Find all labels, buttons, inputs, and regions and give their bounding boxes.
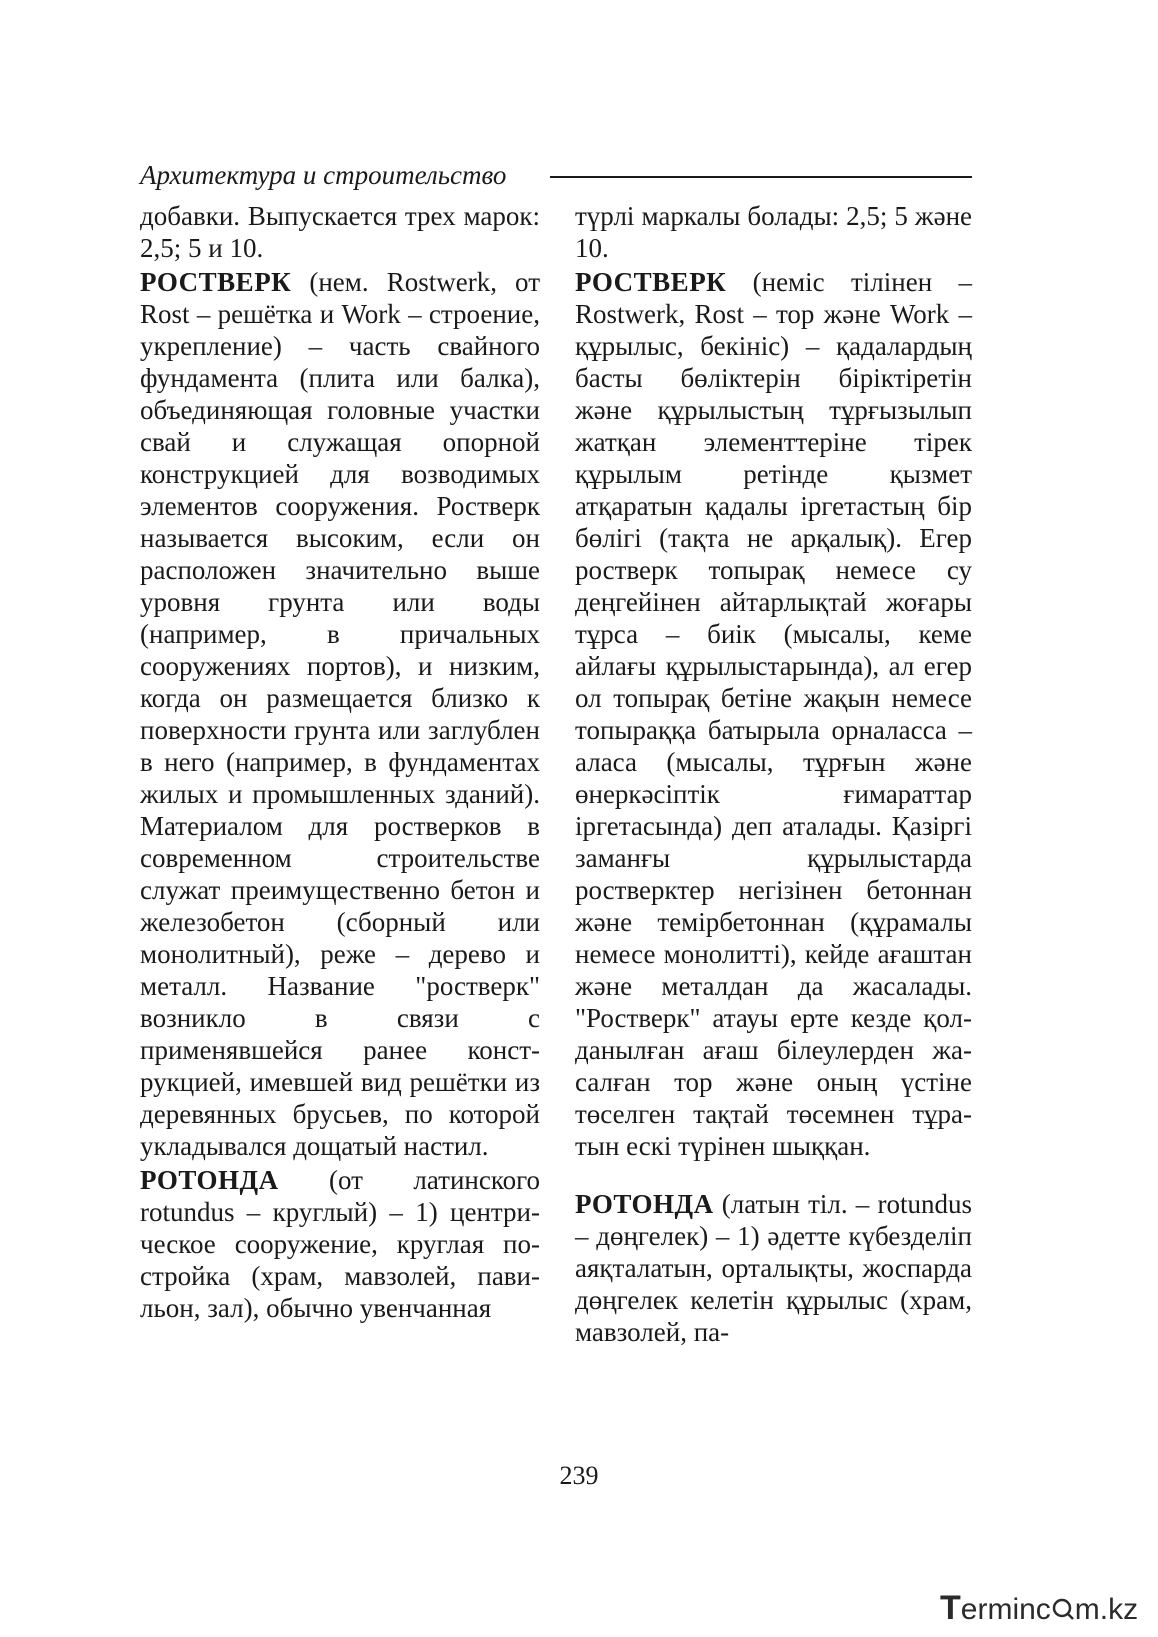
continuation-text: түрлі маркалы болады: 2,5; 5 және 10. [575, 201, 972, 263]
logo-text: erminc [960, 1593, 1051, 1626]
entry-term: РОСТВЕРК [140, 267, 292, 297]
entry-rotonda [140, 1164, 540, 1324]
entry-rostverk [575, 266, 972, 1162]
entry-text: (неміс тілінен – Rostwerk, Rost – тор және Work – құрылыс, бекініс) – қадалардың басты бөліктерін біріктіретін және құрылыстың тұрғызылып жатқан элементтеріне тірек құрылым ретінде қызмет атқаратын қадалы іргетастың бір бөлігі (тақта не арқалық). Егер ростверк топырақ немесе су деңгейінен айтарлықтай жоғары тұрса – биік (мысалы, кеме айлағы құрылыстарында), ал егер ол топырақ бетіне жақын немесе топыраққа батырыла орналасса – аласа (мысалы, тұрғын және өнеркәсіптік ғимараттар іргетасында) деп аталады. Қазіргі заманғы құрылыстарда ростверктер негізінен бетоннан және темірбетоннан (құрамалы немесе монолитті), кейде ағаштан және металдан да жасалады. "Ростверк" атауы ерте кезде қолданылған ағаш білеулерден жасалған тор және оның үстіне төселген тақтай төсемнен тұратын ескі түрінен шыққан. [575, 267, 972, 1161]
entry-text: (от латинского rotundus – круглый) – 1) центрическое сооружение, круглая постройка (храм, мавзолей, павильон, зал), обычно увенчанная [140, 1165, 540, 1323]
right-column-kazakh [575, 200, 972, 1348]
header-title: Архитектура и строительство [140, 160, 507, 190]
logo-text-tail: m.kz [1074, 1593, 1139, 1626]
entry-term: РОТОНДА [140, 1165, 279, 1195]
entry-rotonda [575, 1188, 972, 1348]
logo-letter: T [940, 1589, 961, 1627]
termincom-logo [940, 1588, 1150, 1628]
entry-term: РОТОНДА [575, 1189, 714, 1219]
continuation-text: добавки. Выпускается трех марок: 2,5; 5 и 10. [140, 201, 540, 263]
header-rule [550, 176, 972, 178]
entry-term: РОСТВЕРК [575, 267, 727, 297]
running-header [140, 158, 972, 194]
entry-rostverk [140, 266, 540, 1162]
entry-text: (латын тіл. – rotundus – дөңгелек) – 1) әдетте күбезделіп аяқталатын, орталықты, жоспарда дөңгелек келетін құрылыс (храм, мавзолей, па- [575, 1189, 972, 1347]
entry-text: (нем. Rostwerk, от Rost – решётка и Work – строение, укрепление) – часть свайного фундамента (плита или балка), объединяющая головные участки свай и служащая опорной конструкцией для возводимых элементов сооружения. Ростверк называется высоким, если он расположен значительно выше уровня грунта или воды (например, в причальных сооружениях портов), и низким, когда он размещается близко к поверхности грунта или заглублен в него (например, в фундаментах жилых и промышленных зданий). Материалом для ростверков в современном строительстве служат преимущественно бетон и железобетон (сборный или монолитный), реже – дерево и металл. Название "ростверк" возникло в связи с применявшейся ранее конструкцией, имевшей вид решётки из деревянных брусьев, по которой укладывался дощатый настил. [140, 267, 540, 1161]
left-column-russian [140, 200, 540, 1324]
page-number: 239 [559, 1461, 599, 1490]
magnifier-o-icon [1051, 1594, 1075, 1624]
